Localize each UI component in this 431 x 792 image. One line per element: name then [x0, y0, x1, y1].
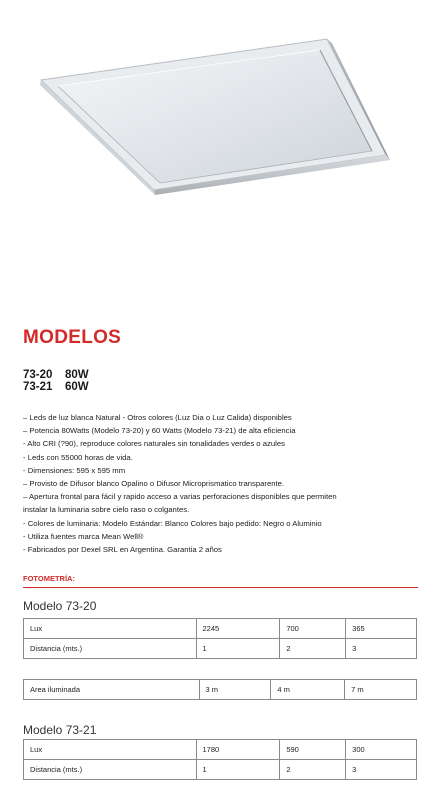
model-73-21-line — [23, 381, 89, 393]
feature-item: – Leds de luz blanca Natural - Otros colores (Luz Dia o Luz Calida) disponibles — [23, 413, 292, 422]
table-cell: 3 m — [199, 680, 271, 700]
feature-item: – Potencia 80Watts (Modelo 73-20) y 60 Watts (Modelo 73-21) de alta eficiencia — [23, 426, 296, 436]
table-row — [24, 639, 417, 659]
photometry-table-73-20 — [23, 618, 417, 659]
table-cell: 1 — [196, 760, 280, 780]
table-cell: Distancia (mts.) — [24, 760, 197, 780]
table-cell: Distancia (mts.) — [24, 639, 197, 659]
feature-item: instalar la luminaria sobre cielo raso o colgantes. — [23, 505, 190, 515]
feature-item: - Colores de luminaria: Modelo Estándar: Blanco Colores bajo pedido: Negro o Aluminio — [23, 518, 322, 528]
feature-item: - Fabricados por Dexel SRL en Argentina. Garantia 2 años — [23, 545, 222, 555]
fotometria-title: FOTOMETRÍA: — [23, 574, 75, 583]
feature-item: – Provisto de Difusor blanco Opalino o Difusor Microprismatico transparente. — [23, 479, 285, 489]
models-title: MODELOS — [23, 327, 122, 348]
table-cell: Lux — [24, 619, 197, 639]
table-heading-73-20: Modelo 73-20 — [23, 599, 97, 613]
area-table — [23, 679, 417, 700]
table-cell: 3 — [346, 639, 417, 659]
feature-item: – Apertura frontal para fácil y rapido acceso a varias perforaciones disponibles que permiten — [23, 492, 337, 502]
product-image — [0, 0, 431, 300]
table-row — [24, 740, 417, 760]
table-cell: 4 m — [271, 680, 345, 700]
model-code: 73-21 — [23, 381, 53, 393]
table-cell: 365 — [346, 619, 417, 639]
table-cell: 7 m — [345, 680, 417, 700]
section-divider — [23, 587, 418, 588]
table-row — [24, 619, 417, 639]
model-power: 80W — [65, 369, 89, 381]
table-cell: 2 — [280, 760, 346, 780]
feature-item: - Leds con 55000 horas de vida. — [23, 452, 133, 462]
table-cell: 300 — [346, 740, 417, 760]
feature-item: - Utiliza fuentes marca Mean Well® — [23, 531, 144, 541]
model-code: 73-20 — [23, 369, 53, 381]
table-cell: 590 — [280, 740, 346, 760]
table-cell: 2245 — [196, 619, 280, 639]
table-cell: 1 — [196, 639, 280, 659]
model-73-20-line — [23, 369, 89, 381]
table-row — [24, 680, 417, 700]
feature-item: - Alto CRI (?90), reproduce colores naturales sin tonalidades verdes o azules — [23, 439, 285, 449]
model-power: 60W — [65, 381, 89, 393]
table-cell: 1780 — [196, 740, 280, 760]
photometry-table-73-21 — [23, 739, 417, 780]
table-cell: 3 — [346, 760, 417, 780]
table-cell: Area iluminada — [24, 680, 200, 700]
led-panel-icon — [0, 0, 431, 300]
features-list — [23, 411, 418, 556]
table-cell: Lux — [24, 740, 197, 760]
feature-item: - Dimensiones: 595 x 595 mm — [23, 465, 126, 475]
table-cell: 700 — [280, 619, 346, 639]
table-row — [24, 760, 417, 780]
table-heading-73-21: Modelo 73-21 — [23, 723, 97, 737]
table-cell: 2 — [280, 639, 346, 659]
